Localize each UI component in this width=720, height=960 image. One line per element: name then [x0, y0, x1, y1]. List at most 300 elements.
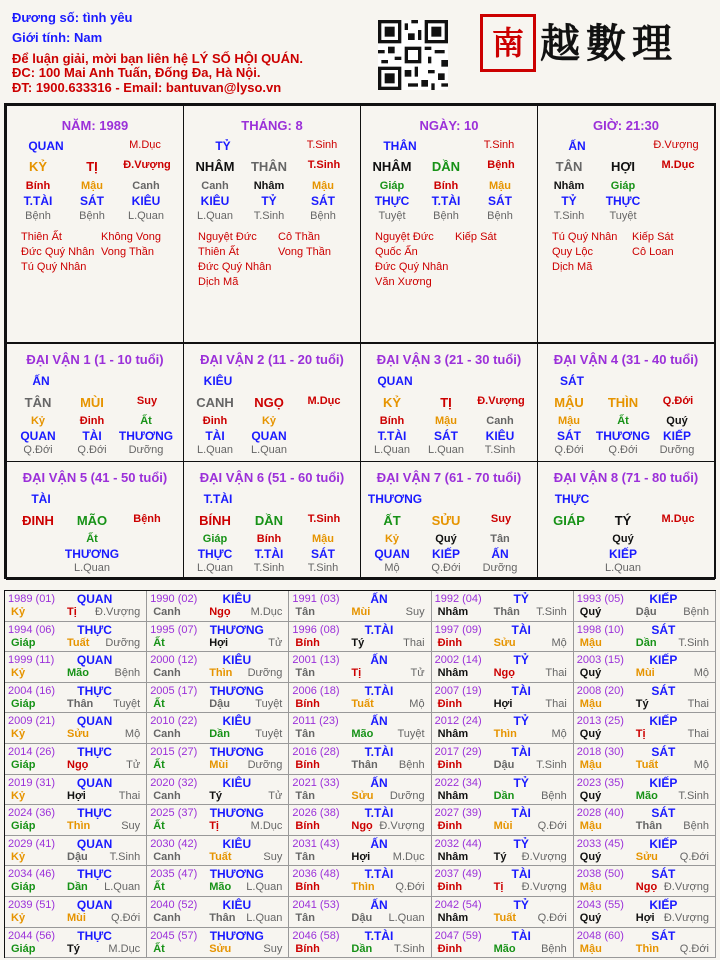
year-label: 2030 (42) — [150, 837, 198, 850]
shen-sha-star: Văn Xương — [375, 276, 432, 288]
year-stem: Bính — [295, 942, 320, 955]
year-stage: Mộ — [693, 759, 709, 771]
year-cell[interactable] — [147, 928, 289, 959]
hidden-stem: Mậu — [312, 180, 334, 192]
hidden-god: KIẾP — [431, 547, 460, 561]
hidden-stage: L.Quan — [427, 444, 465, 456]
hidden-stem: Canh — [486, 415, 514, 427]
dai-van-branch: MÙI — [80, 395, 104, 410]
year-label: 2011 (23) — [292, 715, 339, 728]
year-branch: Mùi — [209, 759, 229, 771]
year-cell[interactable] — [574, 652, 716, 683]
year-god: QUAN — [76, 775, 113, 790]
dai-van-stem: GIÁP — [553, 513, 585, 528]
year-branch: Dậu — [635, 606, 657, 618]
shen-sha-star: Quy Lộc — [552, 246, 593, 258]
year-branch: Hợi — [635, 912, 655, 924]
year-label: 1999 (11) — [8, 654, 55, 667]
year-god: TÀI — [511, 622, 531, 637]
year-stem: Đinh — [437, 697, 463, 710]
year-label: 1992 (04) — [434, 593, 482, 605]
year-god: KIẾP — [649, 898, 678, 912]
hidden-stage: Dưỡng — [128, 444, 164, 456]
year-cell[interactable] — [147, 836, 289, 867]
year-label: 2008 (20) — [576, 684, 624, 697]
pillar-branch: TỊ — [86, 159, 98, 174]
hidden-god: T.TÀI — [254, 547, 284, 561]
year-stage: L.Quan — [388, 912, 425, 924]
year-branch: Tý — [351, 636, 365, 649]
year-cell[interactable] — [574, 928, 716, 959]
year-cell[interactable] — [147, 805, 289, 836]
year-branch: Mão — [351, 728, 374, 741]
year-cell[interactable] — [432, 713, 574, 744]
year-label: 2043 (55) — [576, 899, 624, 911]
year-stage: Thai — [545, 667, 567, 680]
year-cell[interactable] — [432, 744, 574, 775]
year-cell[interactable] — [147, 713, 289, 744]
year-cell[interactable] — [289, 652, 431, 683]
year-stem: Canh — [153, 789, 181, 802]
hidden-stem: Mậu — [81, 180, 103, 192]
dai-van-stem: MẬU — [554, 395, 584, 410]
year-stage: Bệnh — [683, 606, 709, 618]
year-god: ẤN — [370, 775, 388, 790]
year-cell[interactable] — [289, 836, 431, 867]
hidden-stage: Dưỡng — [659, 444, 695, 456]
hidden-stage: Tuyệt — [609, 210, 637, 222]
year-cell[interactable] — [432, 591, 574, 622]
pillar-stem: TÂN — [555, 159, 583, 174]
year-stem: Đinh — [437, 759, 463, 771]
year-branch: Mùi — [493, 820, 513, 833]
year-stem: Giáp — [11, 942, 36, 955]
year-cell[interactable] — [289, 713, 431, 744]
hidden-stem: Đinh — [79, 415, 105, 427]
year-god: QUAN — [76, 592, 113, 606]
shen-sha-star: Đức Quý Nhân — [198, 261, 272, 273]
dai-van-stem: ĐINH — [22, 513, 54, 528]
year-stage: Dưỡng — [247, 667, 283, 680]
year-stem: Bính — [295, 697, 320, 710]
year-god: THƯƠNG — [209, 622, 264, 637]
dai-van-stage: Bệnh — [133, 513, 161, 525]
year-stem: Giáp — [11, 697, 36, 710]
year-branch: Thân — [351, 759, 378, 771]
year-branch: Tị — [351, 667, 362, 680]
shen-sha-star: Không Vong — [101, 231, 161, 243]
year-god: THỰC — [77, 806, 112, 821]
year-god: TÀI — [511, 745, 531, 759]
year-cell[interactable] — [5, 805, 147, 836]
dai-van-god: SÁT — [560, 374, 584, 388]
hidden-stem: Canh — [201, 180, 229, 192]
hidden-stem: Canh — [132, 180, 160, 192]
year-god: TỶ — [513, 714, 529, 729]
hidden-stage: L.Quan — [196, 210, 234, 222]
year-cell[interactable] — [432, 805, 574, 836]
year-god: ẤN — [370, 836, 388, 851]
dai-van-stem: ẤT — [383, 513, 401, 528]
year-branch: Thìn — [493, 728, 517, 741]
year-label: 1998 (10) — [576, 623, 624, 636]
year-god: TỶ — [513, 836, 529, 851]
year-stem: Nhâm — [437, 789, 469, 802]
hidden-stage: L.Quan — [373, 444, 411, 456]
hidden-stage: Q.Đới — [554, 444, 584, 456]
shen-sha-star: Dịch Mã — [198, 276, 239, 288]
hidden-god: SÁT — [488, 194, 512, 208]
year-cell[interactable] — [574, 775, 716, 806]
dai-van-branch: TỊ — [440, 395, 452, 410]
year-cell[interactable] — [432, 622, 574, 653]
dai-van-stage: M.Dục — [661, 513, 695, 525]
year-cell[interactable] — [289, 805, 431, 836]
year-stem: Canh — [153, 606, 181, 618]
hidden-stem: Bính — [433, 180, 459, 192]
pillar-stage: Đ.Vượng — [653, 139, 699, 151]
dai-van-7[interactable] — [360, 461, 538, 580]
hidden-stage: Q.Đới — [23, 444, 53, 456]
year-cell[interactable] — [289, 683, 431, 714]
hidden-god: SÁT — [434, 429, 458, 443]
shen-sha-star: Nguyệt Đức — [198, 231, 257, 243]
year-cell[interactable] — [5, 866, 147, 897]
dai-van-god: QUAN — [377, 374, 413, 388]
year-cell[interactable] — [147, 744, 289, 775]
pillar-title: NĂM: 1989 — [61, 118, 129, 133]
year-cell[interactable] — [289, 897, 431, 928]
hidden-stage: Mộ — [384, 562, 400, 574]
year-label: 2009 (21) — [8, 715, 56, 728]
year-stage: M.Dục — [108, 942, 141, 955]
year-branch: Dần — [351, 942, 373, 955]
year-cell[interactable] — [147, 897, 289, 928]
hidden-stem: Quý — [435, 533, 457, 545]
year-cell[interactable] — [5, 652, 147, 683]
hidden-stem: Đinh — [202, 415, 228, 427]
hidden-stage: L.Quan — [250, 444, 288, 456]
year-cell[interactable] — [289, 866, 431, 897]
year-label: 2027 (39) — [434, 807, 482, 820]
year-cell[interactable] — [147, 652, 289, 683]
year-branch: Hợi — [67, 789, 86, 802]
year-stage: Đ.Vượng — [521, 881, 567, 894]
year-god: T.TÀI — [364, 622, 394, 637]
year-cell[interactable] — [574, 805, 716, 836]
year-god: THỰC — [77, 745, 112, 759]
dai-van-6[interactable] — [183, 461, 361, 580]
year-label: 2040 (52) — [150, 899, 198, 911]
year-branch: Sửu — [493, 636, 516, 649]
year-cell[interactable] — [574, 744, 716, 775]
year-cell[interactable] — [5, 928, 147, 959]
year-god: TỶ — [513, 653, 529, 668]
year-cell[interactable] — [5, 713, 147, 744]
hidden-stage: Bệnh — [79, 210, 105, 222]
year-stage: Mộ — [551, 728, 567, 741]
year-cell[interactable] — [289, 591, 431, 622]
year-stage: Q.Đới — [110, 912, 141, 924]
year-god: SÁT — [651, 683, 676, 698]
hidden-god: KIÊU — [485, 429, 515, 443]
dai-van-title: ĐẠI VẬN 7 (61 - 70 tuổi) — [376, 470, 522, 485]
year-cell[interactable] — [574, 713, 716, 744]
year-stage: L.Quan — [104, 881, 141, 894]
hidden-god: KIÊU — [131, 194, 161, 208]
year-god: THỰC — [77, 867, 112, 882]
hidden-god: KIÊU — [200, 194, 230, 208]
dai-van-title: ĐẠI VẬN 2 (11 - 20 tuổi) — [200, 352, 344, 367]
pillar-stem: KỶ — [28, 159, 48, 174]
year-stem: Đinh — [437, 881, 463, 894]
year-branch: Tuất — [635, 759, 659, 771]
hidden-stem: Giáp — [202, 533, 228, 545]
dai-van-stage: Đ.Vượng — [477, 395, 525, 407]
year-stem: Nhâm — [437, 912, 469, 924]
year-label: 1993 (05) — [576, 593, 624, 605]
year-stem: Quý — [579, 728, 602, 741]
pillar-stem: NHÂM — [372, 159, 412, 174]
year-label: 2024 (36) — [8, 807, 56, 820]
year-label: 2005 (17) — [150, 684, 198, 697]
year-cell[interactable] — [5, 683, 147, 714]
year-stage: Tử — [410, 667, 425, 680]
qr-code-icon[interactable] — [378, 20, 448, 90]
year-cell[interactable] — [574, 622, 716, 653]
year-stem: Giáp — [11, 881, 36, 894]
year-label: 2042 (54) — [434, 899, 482, 911]
year-cell[interactable] — [5, 775, 147, 806]
dai-van-god: KIÊU — [203, 374, 233, 388]
year-god: T.TÀI — [364, 928, 394, 943]
dai-van-5[interactable] — [6, 461, 184, 580]
year-cell[interactable] — [574, 866, 716, 897]
year-label: 2020 (32) — [150, 776, 198, 789]
hidden-god: TỶ — [261, 194, 277, 208]
year-stage: L.Quan — [246, 912, 283, 924]
dai-van-3[interactable] — [360, 343, 538, 462]
year-stage: Thai — [545, 697, 567, 710]
year-branch: Tị — [67, 606, 77, 618]
year-cell[interactable] — [147, 622, 289, 653]
year-branch: Mão — [209, 881, 232, 894]
hidden-stage: Bệnh — [433, 210, 459, 222]
year-branch: Tị — [635, 728, 646, 741]
year-cell[interactable] — [432, 928, 574, 959]
year-branch: Mùi — [67, 912, 86, 924]
year-branch: Dần — [209, 728, 230, 741]
year-cell[interactable] — [574, 897, 716, 928]
dai-van-god: T.TÀI — [203, 492, 233, 506]
year-label: 2038 (50) — [576, 868, 624, 881]
hidden-stage: T.Sinh — [553, 210, 585, 222]
year-stem: Giáp — [11, 820, 36, 833]
shen-sha-star: Dịch Mã — [552, 261, 593, 273]
dai-van-branch: THÌN — [607, 395, 639, 410]
hidden-god: T.TÀI — [377, 429, 407, 443]
year-stem: Canh — [153, 912, 181, 924]
year-cell[interactable] — [289, 744, 431, 775]
year-stage: T.Sinh — [109, 850, 141, 863]
year-cell[interactable] — [432, 866, 574, 897]
hidden-stem: Kỷ — [261, 415, 277, 427]
year-god: TÀI — [511, 683, 531, 698]
year-god: SÁT — [651, 806, 676, 821]
year-stage: M.Dục — [250, 820, 283, 833]
year-cell[interactable] — [289, 928, 431, 959]
year-cell[interactable] — [574, 836, 716, 867]
year-god: TỶ — [513, 592, 529, 606]
year-label: 1989 (01) — [8, 593, 56, 605]
year-stem: Mậu — [579, 881, 602, 894]
year-cell[interactable] — [5, 897, 147, 928]
year-cell[interactable] — [432, 775, 574, 806]
pillar-stage: M.Dục — [129, 139, 161, 151]
year-branch: Thìn — [209, 667, 233, 680]
year-branch: Tuất — [351, 697, 374, 710]
dai-van-2[interactable] — [183, 343, 361, 462]
year-cell[interactable] — [432, 897, 574, 928]
year-cell[interactable] — [5, 836, 147, 867]
year-stem: Canh — [153, 667, 181, 680]
year-god: KIẾP — [649, 836, 678, 851]
year-cell[interactable] — [147, 775, 289, 806]
year-label: 2014 (26) — [8, 746, 56, 758]
year-stage: M.Dục — [250, 606, 283, 618]
dai-van-4[interactable] — [537, 343, 715, 462]
year-stem: Giáp — [11, 636, 36, 649]
year-stage: Tuyệt — [113, 697, 141, 710]
year-stage: Bệnh — [541, 789, 567, 802]
year-stage: Tử — [268, 789, 283, 802]
year-stem: Đinh — [437, 942, 463, 955]
seal-stamp: 南 — [480, 14, 536, 72]
hidden-god: QUAN — [374, 547, 410, 561]
year-cell[interactable] — [432, 683, 574, 714]
year-stage: Thai — [687, 728, 709, 741]
year-stage: Bệnh — [541, 942, 567, 955]
hidden-god: T.TÀI — [431, 194, 461, 208]
year-god: T.TÀI — [364, 745, 394, 759]
year-god: THƯƠNG — [209, 806, 264, 821]
year-god: KIẾP — [649, 775, 678, 790]
year-stem: Ất — [153, 636, 165, 649]
year-label: 2017 (29) — [434, 746, 482, 758]
year-stem: Giáp — [11, 759, 36, 771]
hidden-god: SÁT — [311, 547, 335, 561]
year-branch: Thân — [209, 912, 236, 924]
year-branch: Hợi — [351, 850, 371, 863]
year-label: 2023 (35) — [576, 776, 624, 789]
hidden-stem: Bính — [256, 533, 282, 545]
year-stem: Tân — [295, 728, 315, 741]
year-stem: Ất — [153, 820, 165, 833]
year-branch: Dậu — [351, 912, 373, 924]
year-cell[interactable] — [574, 683, 716, 714]
hidden-god: KIẾP — [662, 429, 691, 443]
year-stem: Kỷ — [11, 789, 26, 802]
dai-van-stage: Q.Đới — [662, 395, 694, 407]
year-god: THỰC — [77, 622, 112, 637]
pillar-branch-stage: Bệnh — [487, 159, 515, 171]
hidden-stem: Giáp — [610, 180, 636, 192]
year-label: 2015 (27) — [150, 746, 198, 758]
year-cell[interactable] — [5, 744, 147, 775]
year-cell[interactable] — [5, 622, 147, 653]
year-branch: Ngọ — [351, 820, 373, 833]
hidden-stage: L.Quan — [127, 210, 165, 222]
pillar-title: THÁNG: 8 — [241, 118, 303, 133]
hidden-stage: Tuyệt — [378, 210, 406, 222]
year-label: 2026 (38) — [292, 807, 340, 820]
year-label: 2028 (40) — [576, 807, 624, 820]
year-cell[interactable] — [147, 683, 289, 714]
year-stem: Nhâm — [437, 667, 469, 680]
dai-van-god: THƯƠNG — [367, 492, 423, 506]
year-stage: Mộ — [124, 728, 141, 741]
year-stem: Quý — [579, 850, 602, 863]
shen-sha-star: Thiên Ất — [198, 246, 239, 258]
year-god: SÁT — [651, 867, 676, 882]
year-branch: Hợi — [493, 697, 513, 710]
year-cell[interactable] — [5, 591, 147, 622]
year-stem: Quý — [579, 606, 602, 618]
year-branch: Thìn — [635, 942, 660, 955]
year-cell[interactable] — [432, 652, 574, 683]
year-label: 2021 (33) — [292, 776, 340, 789]
contact-address: ĐC: 100 Mai Anh Tuấn, Đống Đa, Hà Nội. — [12, 65, 261, 80]
year-label: 2007 (19) — [434, 684, 482, 697]
year-god: THỰC — [77, 683, 112, 698]
hidden-stem: Quý — [666, 415, 688, 427]
year-cell[interactable] — [289, 775, 431, 806]
year-label: 2004 (16) — [8, 684, 56, 697]
year-god: SÁT — [651, 745, 676, 759]
hidden-stage: Q.Đới — [431, 562, 461, 574]
hidden-god: T.TÀI — [23, 194, 53, 208]
header — [0, 0, 720, 100]
year-cell[interactable] — [147, 591, 289, 622]
year-stem: Ất — [153, 759, 165, 771]
year-god: SÁT — [651, 622, 676, 637]
hidden-stage: Q.Đới — [608, 444, 638, 456]
brand-logo: 越數理 — [540, 20, 678, 67]
dai-van-title: ĐẠI VẬN 8 (71 - 80 tuổi) — [553, 470, 699, 485]
hidden-god: SÁT — [557, 429, 581, 443]
year-stem: Kỷ — [11, 850, 26, 863]
year-cell[interactable] — [289, 622, 431, 653]
hidden-god: SÁT — [311, 194, 335, 208]
year-stage: T.Sinh — [678, 789, 709, 802]
year-label: 1995 (07) — [150, 623, 198, 636]
hidden-stage: L.Quan — [196, 562, 234, 574]
year-cell[interactable] — [432, 836, 574, 867]
year-stem: Đinh — [437, 820, 463, 833]
dai-van-stage: T.Sinh — [307, 513, 341, 525]
year-stem: Mậu — [579, 759, 602, 771]
hidden-god: THƯƠNG — [64, 547, 120, 561]
year-cell[interactable] — [574, 591, 716, 622]
dai-van-8[interactable] — [537, 461, 715, 580]
pillar-stage: T.Sinh — [306, 139, 338, 151]
year-cell[interactable] — [147, 866, 289, 897]
year-branch: Sửu — [67, 728, 90, 741]
year-god: TỶ — [513, 898, 529, 912]
shen-sha-star: Vong Thần — [101, 246, 155, 258]
dai-van-1[interactable] — [6, 343, 184, 462]
gioi-tinh: Giới tính: Nam — [12, 30, 103, 45]
